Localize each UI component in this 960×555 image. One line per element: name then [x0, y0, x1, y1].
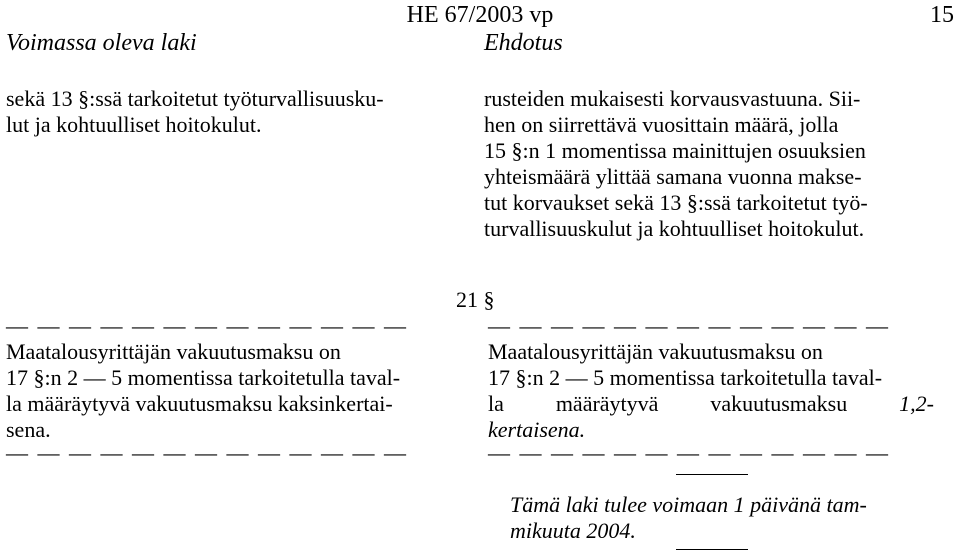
page-number: 15: [930, 2, 954, 28]
omission-separator: — — — — — — — — — — — — —: [6, 313, 408, 338]
text-line: 15 §:n 1 momentissa mainittujen osuuksien: [484, 138, 866, 163]
text-line: mikuuta 2004.: [510, 518, 636, 543]
text-line: Tämä laki tulee voimaan 1 päivänä tam-: [510, 492, 867, 517]
text-line: tut korvaukset sekä 13 §:ssä tarkoitetut työ-: [484, 190, 868, 215]
word: määräytyvä: [555, 391, 659, 416]
text-line: turvallisuuskulut ja kohtuulliset hoitokulut.: [484, 216, 865, 241]
left-column-title: Voimassa oleva laki: [6, 30, 197, 56]
text-line: 17 §:n 2 — 5 momentissa tarkoitetulla taval-: [6, 365, 401, 390]
text-line: [6, 339, 452, 365]
text-line: Maatalousyrittäjän vakuutusmaksu on: [488, 339, 823, 364]
horizontal-rule: [676, 474, 748, 475]
text-line: hen on siirrettävä vuosittain määrä, jolla: [484, 112, 839, 137]
current-law-paragraph-2: [6, 339, 452, 443]
emphasized-text-line: kertaisena.: [488, 417, 586, 442]
entry-into-force-paragraph: [510, 492, 940, 544]
omission-separator-end: — — — — — — — — — — — — —: [488, 440, 890, 465]
text-line-part: Maatalousyrittäjän vakuutusmaksu on: [6, 339, 341, 364]
proposal-paragraph-1: [484, 86, 934, 242]
text-line: sekä 13 §:ssä tarkoitetut työturvallisuusku-: [6, 86, 384, 111]
text-line: la määräytyvä vakuutusmaksu kaksinkertai-: [6, 391, 393, 416]
text-line: yhteismäärä ylittää samana vuonna makse-: [484, 164, 862, 189]
proposal-paragraph-2: [488, 339, 934, 443]
section-heading: 21 §: [456, 287, 495, 312]
right-column-title: Ehdotus: [484, 30, 563, 56]
text-line: rusteiden mukaisesti korvausvastuuna. Sii-: [484, 86, 861, 111]
omission-separator: — — — — — — — — — — — — —: [488, 313, 890, 338]
text-line: sena.: [6, 417, 51, 442]
text-line: 17 §:n 2 — 5 momentissa tarkoitetulla taval-: [488, 365, 883, 390]
text-line: lut ja kohtuulliset hoitokulut.: [6, 112, 262, 137]
horizontal-rule-end: [676, 549, 748, 550]
document-id: HE 67/2003 vp: [406, 2, 554, 28]
text-line: [488, 391, 934, 417]
word: vakuutusmaksu: [710, 391, 848, 416]
word: la: [488, 391, 504, 416]
current-law-paragraph-1: [6, 86, 452, 138]
omission-separator-end: — — — — — — — — — — — — —: [6, 440, 408, 465]
emphasized-word: 1,2-: [899, 391, 934, 416]
